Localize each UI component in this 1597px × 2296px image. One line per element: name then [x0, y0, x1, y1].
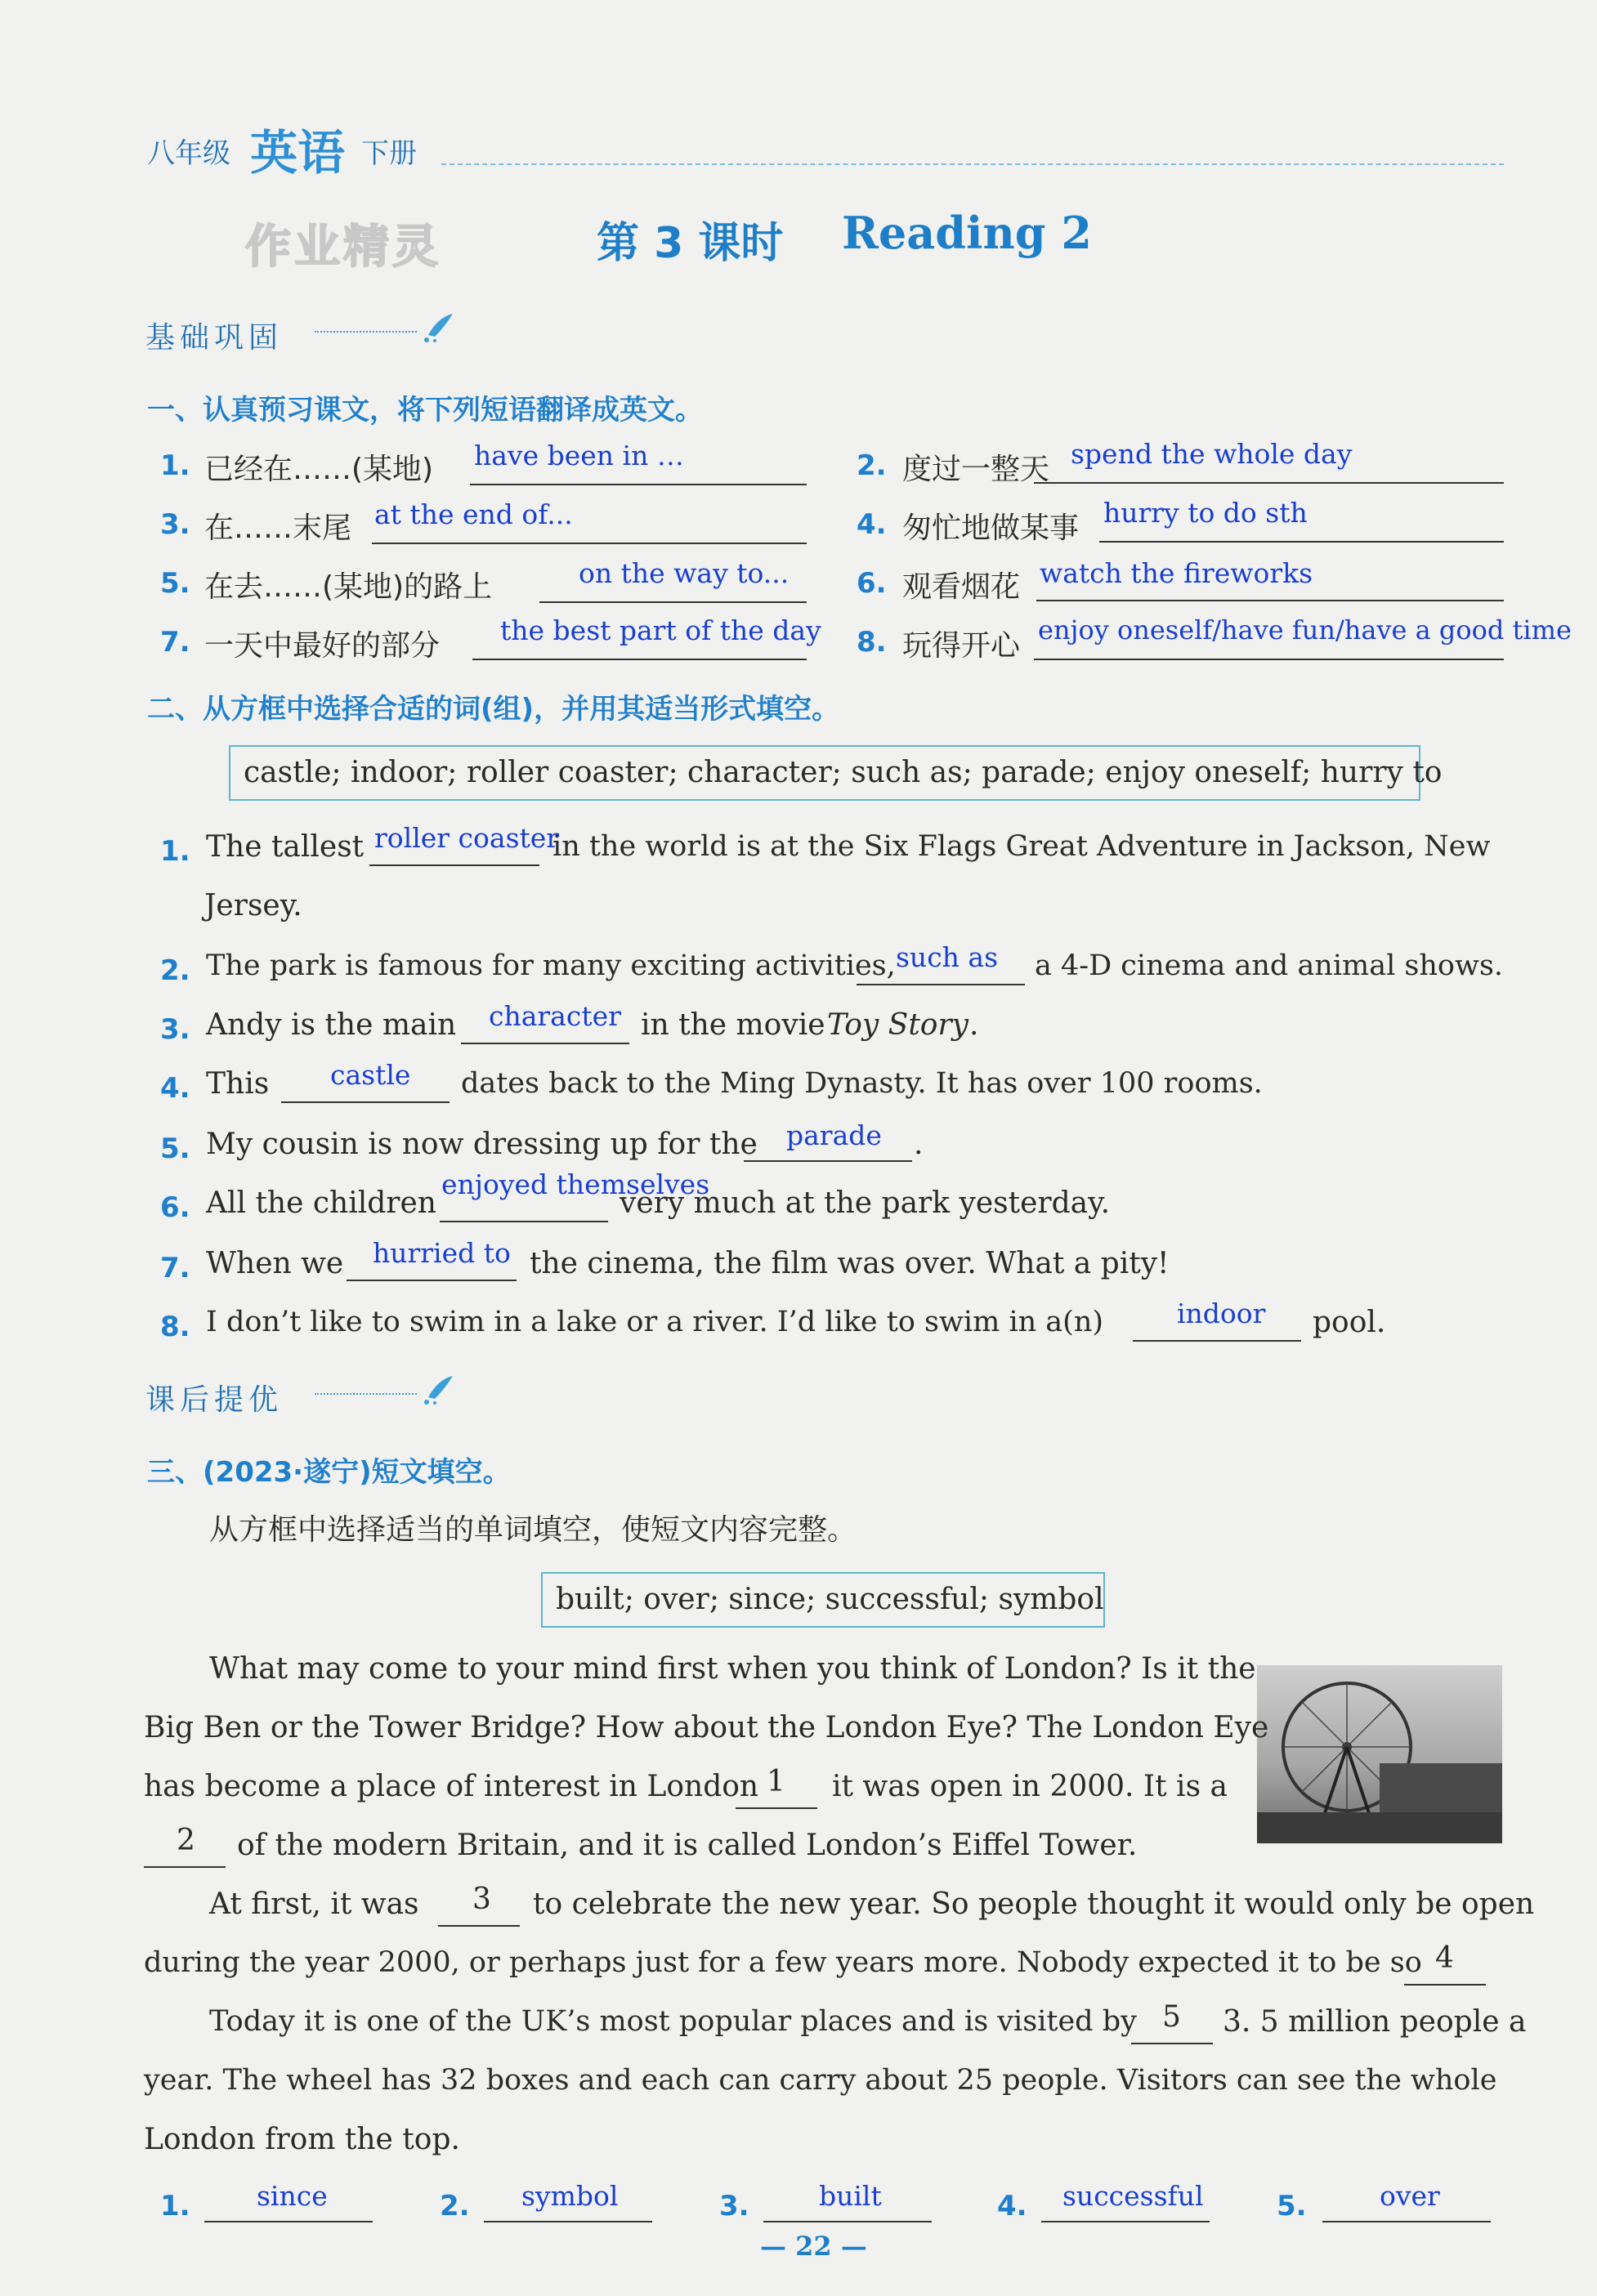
item-answer: built [819, 2180, 882, 2212]
answer-blank [1322, 2221, 1491, 2222]
item-number: 1. [160, 2190, 190, 2222]
blank-number: 4 [1435, 1941, 1454, 1975]
item-number: 5. [1277, 2190, 1307, 2222]
sentence-part: dates back to the Ming Dynasty. It has over 100 rooms. [461, 1067, 1263, 1100]
item-number: 4. [997, 2190, 1027, 2222]
item-answer: character [489, 1000, 621, 1032]
item-answer: indoor [1177, 1298, 1266, 1329]
answer-blank [763, 2221, 932, 2222]
watermark: 作业精灵 [245, 221, 441, 274]
section-divider [315, 1393, 417, 1395]
sentence-part: . [969, 1008, 979, 1042]
answer-blank [1099, 541, 1504, 543]
item-number: 8. [857, 626, 887, 659]
item-number: 1. [160, 835, 190, 868]
item-number: 5. [160, 1132, 190, 1165]
item-number: 2. [440, 2190, 470, 2222]
sentence-part: pool. [1313, 1306, 1386, 1339]
header-divider [441, 163, 1504, 165]
answer-blank [369, 864, 539, 866]
sentence-part: Andy is the main [206, 1008, 457, 1042]
blank-number: 1 [767, 1765, 785, 1798]
page-number: — 22 — [760, 2231, 867, 2262]
passage-line: to celebrate the new year. So people thought it would only be open [533, 1887, 1535, 1921]
passage-line: has become a place of interest in London [144, 1770, 759, 1803]
item-number: 5. [160, 567, 190, 600]
passage-line: London from the top. [144, 2123, 460, 2156]
answer-blank [1041, 2221, 1210, 2222]
item-answer: watch the fireworks [1040, 557, 1313, 589]
item-number: 6. [857, 567, 887, 600]
item-answer: parade [786, 1119, 882, 1151]
item-prompt: 一天中最好的部分 [204, 629, 441, 663]
movie-title: Toy Story [827, 1008, 969, 1042]
item-number: 4. [857, 508, 887, 541]
item-answer: hurry to do sth [1103, 497, 1308, 529]
sentence-part: My cousin is now dressing up for the [206, 1128, 758, 1161]
item-answer: over [1380, 2180, 1440, 2212]
answer-blank [1034, 482, 1504, 484]
item-number: 7. [160, 626, 190, 659]
answer-blank [281, 1101, 450, 1103]
passage-line: it was open in 2000. It is a [832, 1770, 1228, 1803]
item-number: 1. [160, 449, 190, 482]
item-prompt: 观看烟花 [902, 570, 1021, 604]
item-prompt: 已经在……(某地) [204, 453, 434, 486]
item-number: 4. [160, 1072, 190, 1105]
answer-blank [372, 543, 807, 544]
item-number: 6. [160, 1191, 190, 1224]
item-answer: hurried to [373, 1237, 511, 1269]
sentence-part: The tallest [206, 830, 365, 864]
item-number: 2. [160, 954, 190, 987]
blank-number: 2 [177, 1824, 195, 1857]
blank-number: 3 [472, 1883, 491, 1916]
item-answer: symbol [521, 2180, 619, 2212]
lesson-title: 第 3 课时 [597, 219, 784, 268]
passage-line: during the year 2000, or perhaps just for a few years more. Nobody expected it to be so [144, 1946, 1422, 1979]
answer-blank [1034, 659, 1504, 660]
part1-title: 一、认真预习课文，将下列短语翻译成英文。 [147, 394, 703, 427]
item-answer: such as [896, 941, 999, 973]
answer-blank [144, 1866, 226, 1868]
section-basic: 基础巩固 [145, 321, 284, 355]
sentence-part: Jersey. [204, 889, 302, 922]
item-number: 3. [160, 508, 190, 541]
passage-line: Big Ben or the Tower Bridge? How about the London Eye? The London Eye [144, 1711, 1269, 1744]
word-box: castle; indoor; roller coaster; character; such as; parade; enjoy oneself; hurry to [229, 745, 1420, 801]
section-advanced: 课后提优 [145, 1383, 284, 1417]
item-prompt: 玩得开心 [902, 629, 1021, 663]
item-answer: the best part of the day [500, 614, 821, 646]
sentence-part: This [206, 1067, 270, 1101]
header-subject: 英语 [250, 125, 346, 181]
header-grade: 八年级 [147, 137, 230, 170]
sentence-part: very much at the park yesterday. [620, 1186, 1111, 1220]
lesson-subtitle: Reading 2 [842, 207, 1092, 259]
item-answer: roller coaster [374, 822, 560, 854]
item-number: 7. [160, 1252, 190, 1284]
answer-blank [1133, 1340, 1301, 1342]
blank-number: 5 [1162, 2000, 1181, 2034]
answer-blank [461, 1043, 629, 1044]
word-box: built; over; since; successful; symbol [541, 1572, 1105, 1628]
item-answer: enjoyed themselves [441, 1168, 710, 1200]
answer-blank [472, 659, 807, 660]
answer-blank [744, 1160, 912, 1162]
item-answer: enjoy oneself/have fun/have a good time [1038, 614, 1572, 645]
page-header [147, 114, 1504, 180]
answer-blank [539, 601, 807, 603]
item-number: 8. [160, 1311, 190, 1343]
answer-blank [857, 984, 1025, 985]
passage-line: What may come to your mind first when you think of London? Is it the [209, 1652, 1256, 1686]
passage-line: of the modern Britain, and it is called London’s Eiffel Tower. [237, 1829, 1138, 1862]
sentence-part: . [914, 1128, 924, 1161]
sentence-part: in the movie [641, 1008, 825, 1042]
sentence-part: a 4-D cinema and animal shows. [1035, 949, 1504, 982]
item-prompt: 匆忙地做某事 [902, 511, 1080, 545]
item-number: 3. [160, 1013, 190, 1046]
item-answer: successful [1062, 2180, 1204, 2212]
section-divider [315, 331, 417, 333]
part2-title: 二、从方框中选择合适的词(组)，并用其适当形式填空。 [147, 693, 840, 726]
item-answer: at the end of... [374, 498, 573, 530]
sentence-part: the cinema, the film was over. What a pity! [530, 1247, 1170, 1280]
answer-blank [440, 1221, 608, 1222]
answer-blank [736, 1807, 817, 1809]
sentence-part: The park is famous for many exciting activities, [206, 949, 896, 982]
passage-line: At first, it was [209, 1887, 419, 1921]
sentence-part: I don’t like to swim in a lake or a river. I’d like to swim in a(n) [206, 1306, 1104, 1338]
sentence-part: in the world is at the Six Flags Great Adventure in Jackson, New [552, 830, 1491, 863]
part3-instruction: 从方框中选择适当的单词填空，使短文内容完整。 [209, 1513, 857, 1547]
item-answer: on the way to... [579, 557, 790, 589]
item-answer: have been in … [474, 440, 684, 471]
passage-line: 3. 5 million people a [1223, 2005, 1527, 2039]
passage-line: Today it is one of the UK’s most popular places and is visited by [209, 2005, 1137, 2038]
item-number: 2. [857, 449, 887, 482]
item-number: 3. [719, 2190, 749, 2222]
sparkle-icon [420, 1373, 458, 1405]
answer-blank [1131, 2043, 1213, 2044]
answer-blank [1404, 1984, 1486, 1986]
item-answer: since [257, 2180, 328, 2212]
answer-blank [438, 1925, 520, 1927]
header-volume: 下册 [361, 137, 417, 170]
item-answer: castle [330, 1059, 411, 1091]
sparkle-icon [420, 310, 458, 343]
sentence-part: When we [206, 1247, 344, 1280]
item-prompt: 在……末尾 [204, 511, 352, 545]
answer-blank [1036, 600, 1504, 601]
item-prompt: 度过一整天 [902, 453, 1050, 486]
sentence-part: All the children [206, 1186, 436, 1220]
answer-blank [484, 2221, 652, 2222]
answer-blank [347, 1280, 517, 1281]
item-prompt: 在去……(某地)的路上 [204, 570, 493, 604]
part3-title: 三、(2023·遂宁)短文填空。 [147, 1456, 511, 1489]
london-eye-photo [1257, 1665, 1502, 1843]
item-answer: spend the whole day [1071, 438, 1353, 470]
answer-blank [470, 484, 807, 485]
answer-blank [204, 2221, 373, 2222]
passage-line: year. The wheel has 32 boxes and each can carry about 25 people. Visitors can see the whole [144, 2064, 1497, 2097]
